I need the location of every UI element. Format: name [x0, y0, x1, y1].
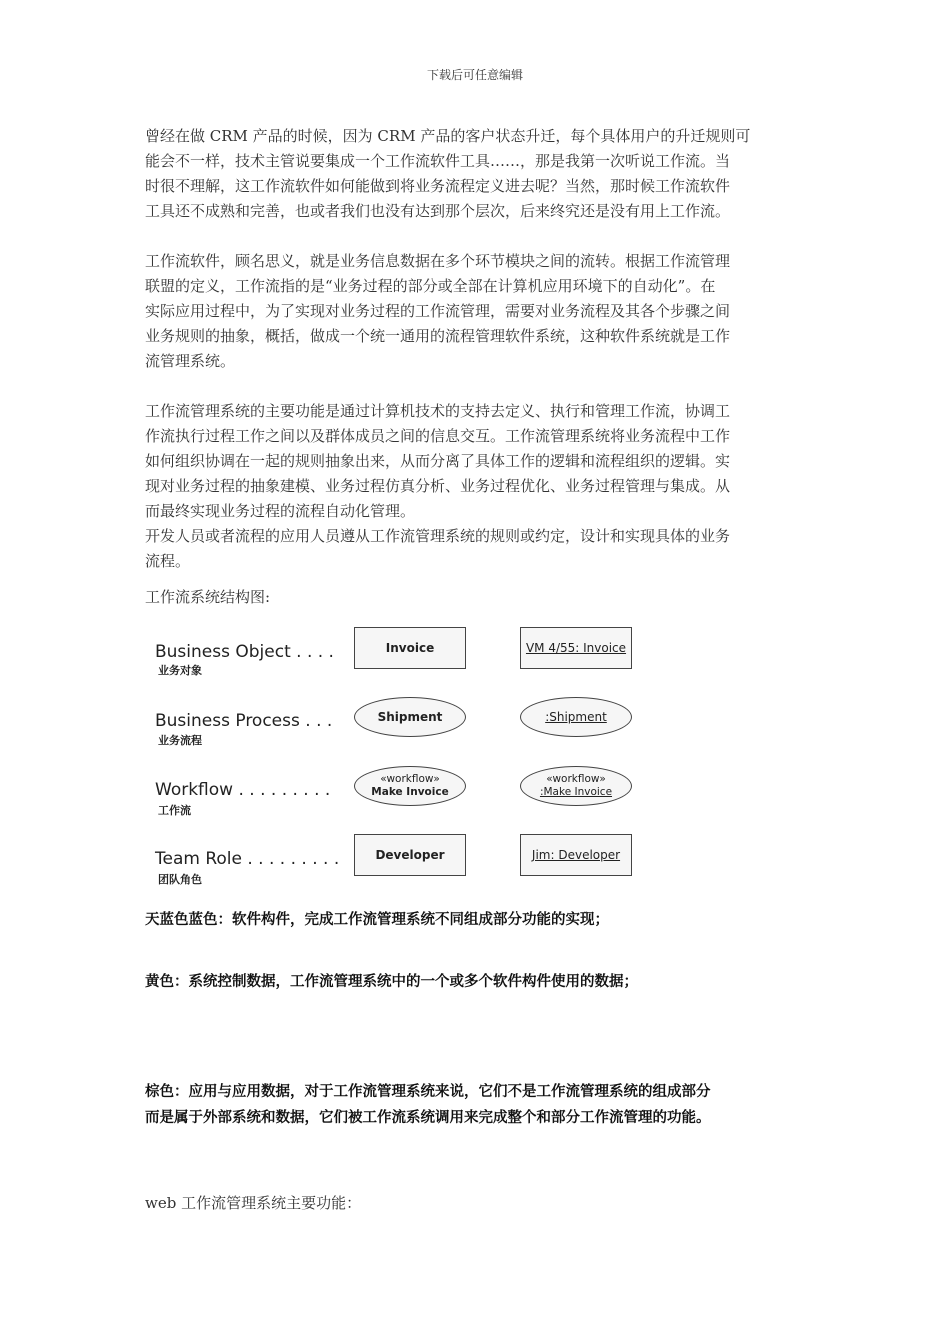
diagram-row-label: Team Role . . . . . . . . . [155, 849, 340, 869]
note-brown-line-2: 而是属于外部系统和数据，它们被工作流系统调用来完成整个和部分工作流管理的功能。 [145, 1110, 711, 1126]
text-line: 联盟的定义，工作流指的是“业务过程的部分或全部在计算机应用环境下的自动化”。在 [145, 277, 716, 295]
text-line: 能会不一样，技术主管说要集成一个工作流软件工具……，那是我第一次听说工作流。当 [145, 152, 731, 170]
diagram-row-sublabel: 业务对象 [158, 664, 202, 677]
paragraph-functions [145, 399, 807, 574]
text-line: 工具还不成熟和完善，也或者我们也没有达到那个层次，后来终究还是没有用上工作流。 [145, 202, 731, 220]
text-line: 流管理系统。 [145, 352, 236, 370]
developer-instance-box [520, 834, 632, 876]
workflow-instance-ellipse [520, 766, 632, 806]
text-line: 开发人员或者流程的应用人员遵从工作流管理系统的规则或约定，设计和实现具体的业务 [145, 527, 731, 545]
note-brown-line-1: 棕色：应用与应用数据，对于工作流管理系统来说，它们不是工作流管理系统的组成部分 [145, 1084, 711, 1100]
invoice-instance-box [520, 627, 632, 669]
text-line: 曾经在做 CRM 产品的时候，因为 CRM 产品的客户状态升迁，每个具体用户的升迁规则可 [145, 127, 751, 145]
box-label: VM 4/55: Invoice [525, 641, 627, 655]
text-line: 实际应用过程中，为了实现对业务过程的工作流管理，需要对业务流程及其各个步骤之间 [145, 302, 731, 320]
stereotype-label: «workflow» [380, 773, 440, 785]
developer-class-box [354, 834, 466, 876]
ellipse-label: :Make Invoice [539, 786, 613, 798]
paragraph-definition [145, 249, 807, 374]
ellipse-label: :Shipment [545, 710, 607, 724]
text-line: 工作流管理系统的主要功能是通过计算机技术的支持去定义、执行和管理工作流，协调工 [145, 402, 731, 420]
paragraph-intro [145, 124, 807, 224]
box-label: Jim: Developer [531, 848, 621, 862]
page-header-note: 下载后可任意编辑 [426, 68, 523, 82]
text-line: 作流执行过程工作之间以及群体成员之间的信息交互。工作流管理系统将业务流程中工作 [145, 427, 731, 445]
ellipse-label: Shipment [377, 710, 443, 724]
diagram-row-sublabel: 业务流程 [158, 734, 202, 747]
text-line: 流程。 [145, 552, 191, 570]
diagram-row-label: Business Object . . . . [155, 642, 334, 662]
diagram-row-sublabel: 工作流 [158, 804, 191, 817]
text-line: 现对业务过程的抽象建模、业务过程仿真分析、业务过程优化、业务过程管理与集成。从 [145, 477, 731, 495]
note-yellow: 黄色：系统控制数据，工作流管理系统中的一个或多个软件构件使用的数据； [145, 974, 638, 990]
workflow-structure-diagram [150, 620, 650, 888]
diagram-caption: 工作流系统结构图: [145, 588, 271, 606]
invoice-class-box [354, 627, 466, 669]
text-line: 如何组织协调在一起的规则抽象出来，从而分离了具体工作的逻辑和流程组织的逻辑。实 [145, 452, 731, 470]
box-label: Developer [375, 848, 445, 862]
diagram-row-sublabel: 团队角色 [158, 873, 202, 886]
text-line: 工作流软件，顾名思义，就是业务信息数据在多个环节模块之间的流转。根据工作流管理 [145, 252, 731, 270]
ellipse-label: Make Invoice [371, 786, 449, 798]
workflow-class-ellipse [354, 766, 466, 806]
shipment-instance-ellipse [520, 697, 632, 737]
diagram-row-label: Business Process . . . [155, 711, 333, 731]
diagram-row-label: Workflow . . . . . . . . . [155, 780, 331, 800]
shipment-class-ellipse [354, 697, 466, 737]
text-line: 而最终实现业务过程的流程自动化管理。 [145, 502, 416, 520]
note-sky-blue: 天蓝色蓝色：软件构件，完成工作流管理系统不同组成部分功能的实现； [145, 912, 609, 928]
text-line: 时很不理解，这工作流软件如何能做到将业务流程定义进去呢？当然，那时候工作流软件 [145, 177, 731, 195]
stereotype-label: «workflow» [546, 773, 606, 785]
web-workflow-heading: web 工作流管理系统主要功能： [145, 1194, 362, 1212]
box-label: Invoice [385, 641, 435, 655]
text-line: 业务规则的抽象，概括，做成一个统一通用的流程管理软件系统，这种软件系统就是工作 [145, 327, 731, 345]
